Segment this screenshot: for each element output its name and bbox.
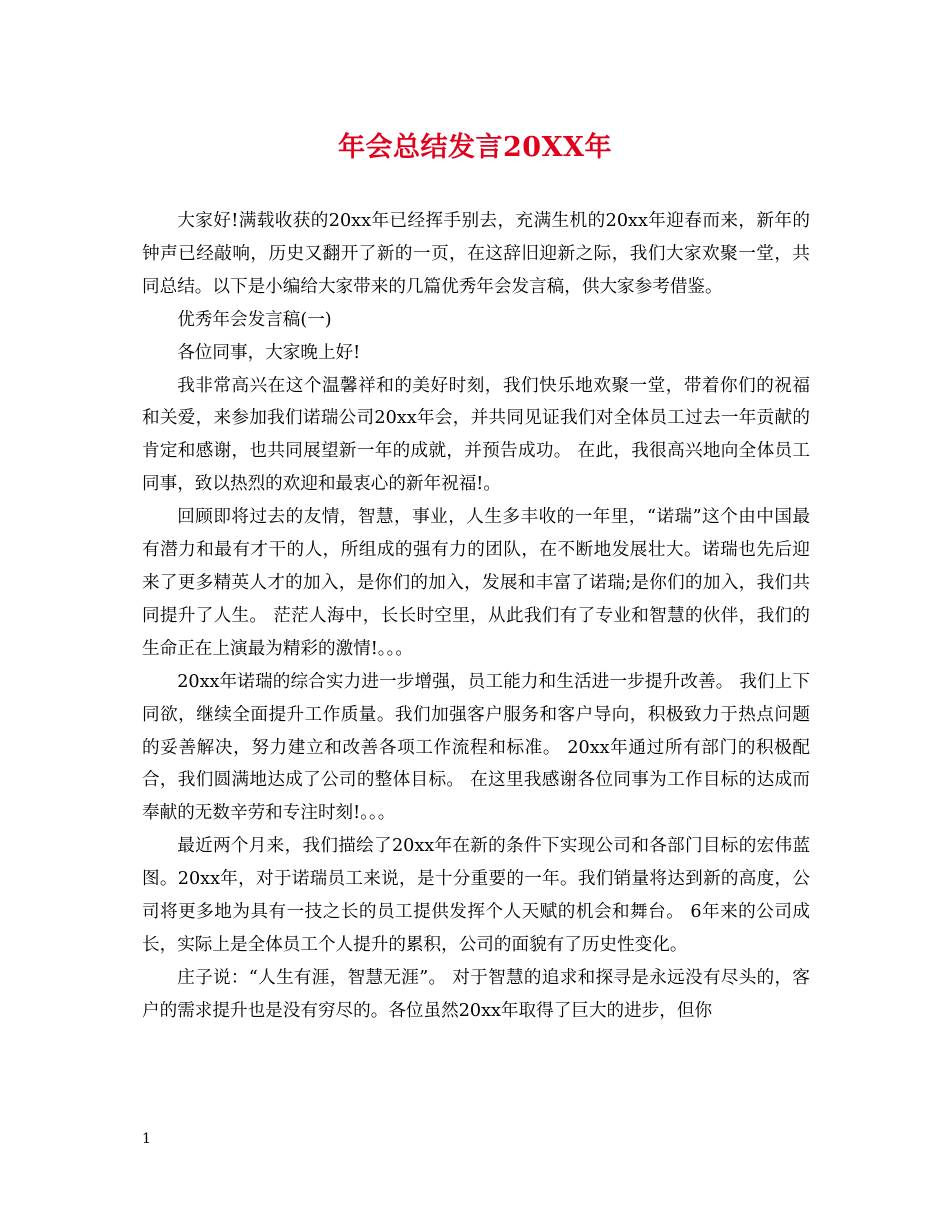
document-title: 年会总结发言20XX年 [338, 132, 612, 163]
paragraph: 最近两个月来，我们描绘了20xx年在新的条件下实现公司和各部门目标的宏伟蓝图。20xx年，对于诺瑞员工来说，是十分重要的一年。我们销量将达到新的高度，公司将更多地为具有一技之长的员工提供发挥个人天赋的机会和舞台。 6年来的公司成长，实际上是全体员工个人提升的累积，公司的面貌有了历史性变化。 [142, 836, 810, 955]
paragraph: 大家好!满载收获的20xx年已经挥手别去，充满生机的20xx年迎春而来，新年的钟声已经敲响，历史又翻开了新的一页，在这辞旧迎新之际，我们大家欢聚一堂，共同总结。以下是小编给大家带来的几篇优秀年会发言稿，供大家参考借鉴。 [142, 211, 810, 297]
paragraph: 回顾即将过去的友情，智慧，事业，人生多丰收的一年里，“诺瑞”这个由中国最有潜力和最有才干的人，所组成的强有力的团队，在不断地发展壮大。诺瑞也先后迎来了更多精英人才的加入，是你们的加入，发展和丰富了诺瑞;是你们的加入，我们共同提升了人生。 茫茫人海中，长长时空里，从此我们有了专业和智慧的伙伴，我们的生命正在上演最为精彩的激情!。。。 [142, 507, 810, 659]
paragraph: 20xx年诺瑞的综合实力进一步增强，员工能力和生活进一步提升改善。 我们上下同欲，继续全面提升工作质量。我们加强客户服务和客户导向，积极致力于热点问题的妥善解决，努力建立和改善各项工作流程和标准。 20xx年通过所有部门的积极配合，我们圆满地达成了公司的整体目标。 在这里我感谢各位同事为工作目标的达成而奉献的无数辛劳和专注时刻!。。。 [142, 671, 810, 824]
paragraph: 我非常高兴在这个温馨祥和的美好时刻，我们快乐地欢聚一堂，带着你们的祝福和关爱，来参加我们诺瑞公司20xx年会，并共同见证我们对全体员工过去一年贡献的肯定和感谢，也共同展望新一年的成就，并预告成功。 在此，我很高兴地向全体员工同事，致以热烈的欢迎和最衷心的新年祝福!。 [142, 375, 810, 495]
paragraph: 各位同事，大家晚上好! [177, 342, 361, 363]
paragraph: 优秀年会发言稿(一) [177, 309, 332, 330]
paragraph: 庄子说：“人生有涯，智慧无涯”。 对于智慧的追求和探寻是永远没有尽头的，客户的需求提升也是没有穷尽的。各位虽然20xx年取得了巨大的进步，但你 [142, 967, 810, 1021]
document-body [142, 205, 810, 1028]
page-number: 1 [142, 1131, 151, 1147]
